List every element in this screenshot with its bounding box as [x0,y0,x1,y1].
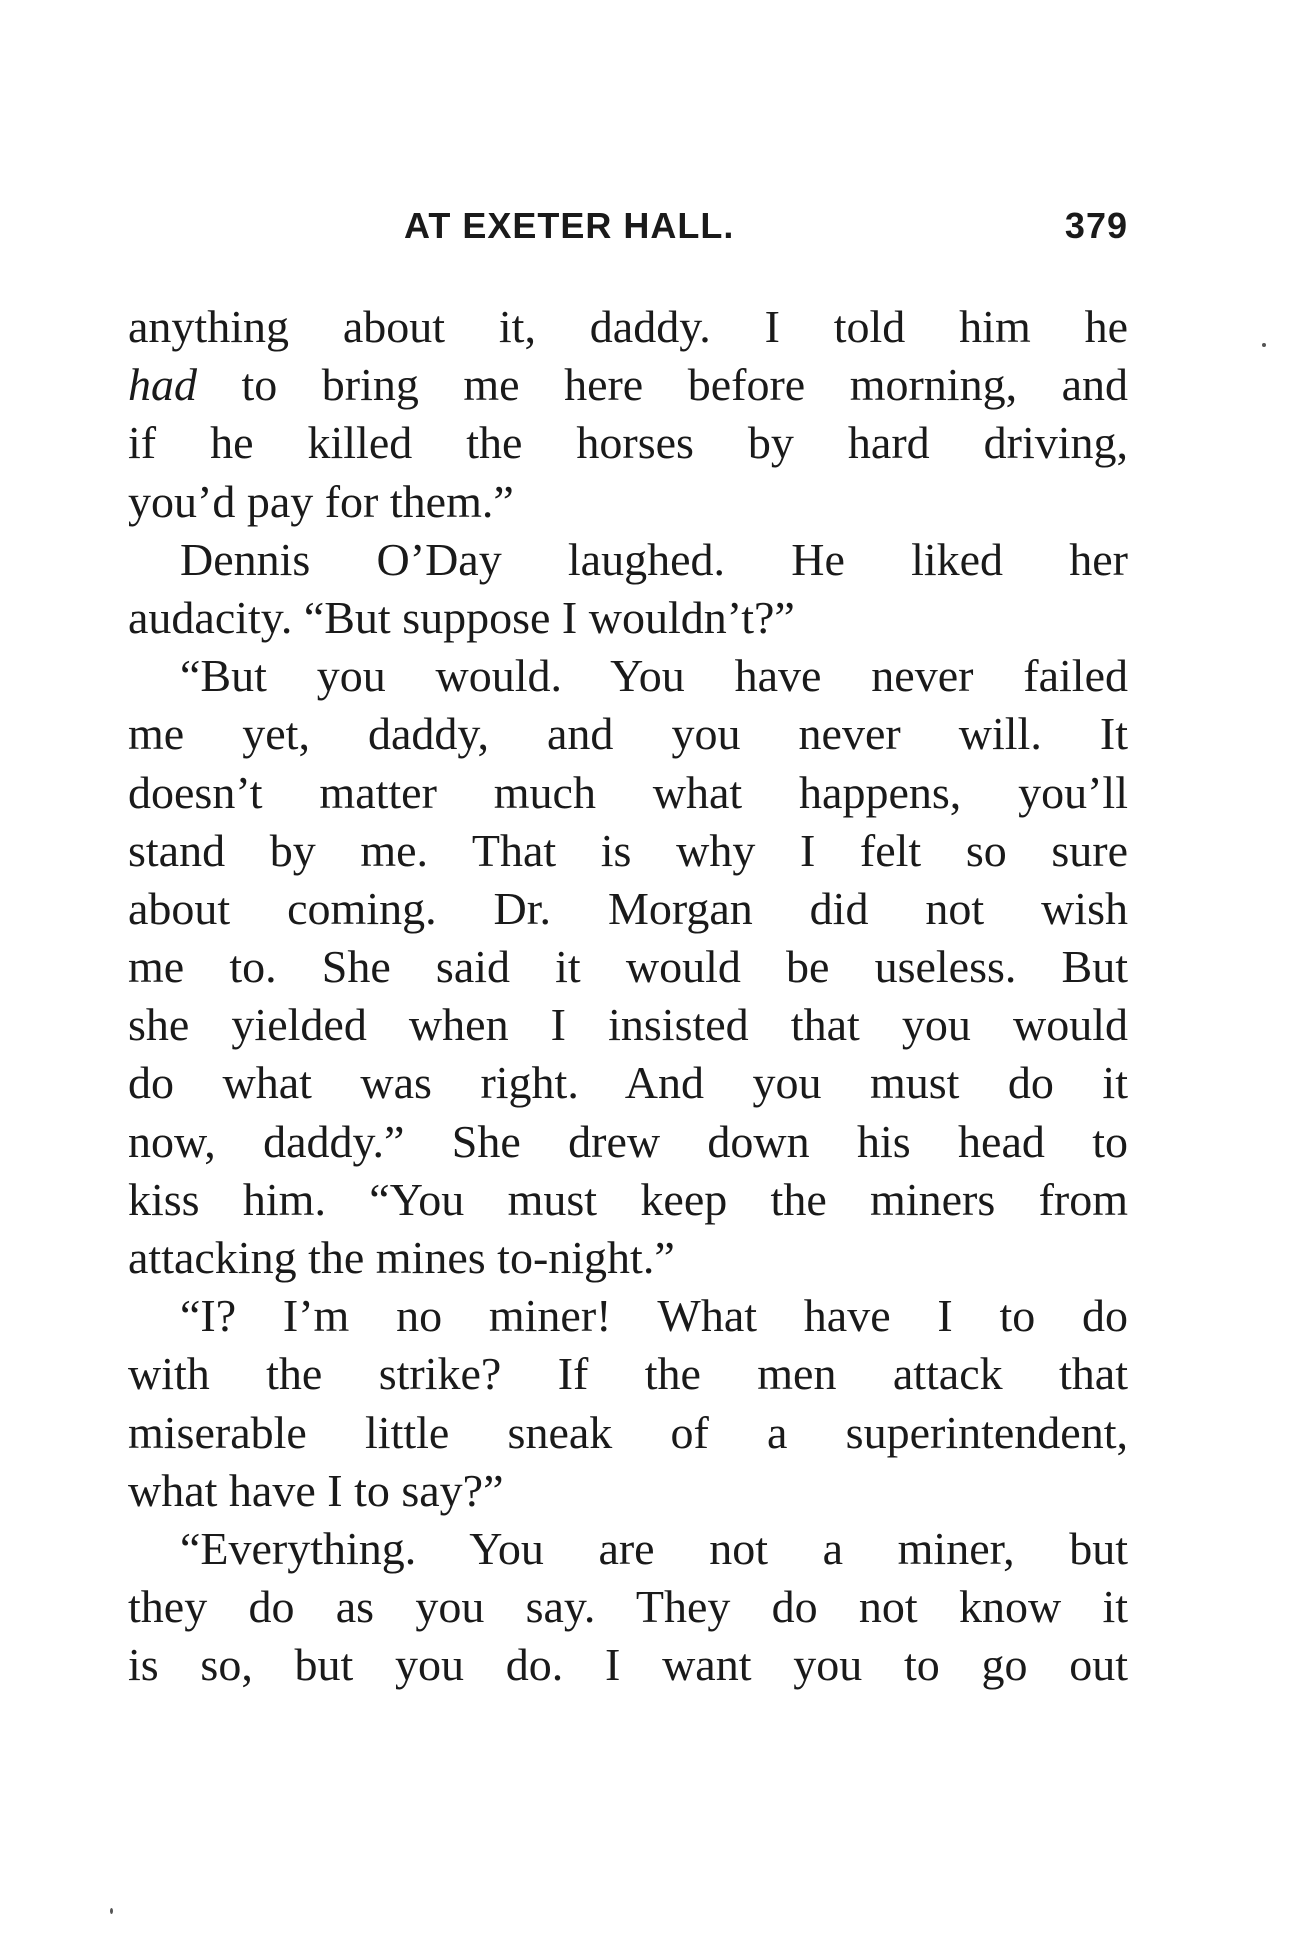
text-line: doesn’t matter much what happens, you’ll [128,766,1128,818]
text-line: if he killed the horses by hard driving, [128,417,1128,469]
text-line: about coming. Dr. Morgan did not wish [128,882,1128,934]
text-line: audacity. “But suppose I wouldn’t?” [128,591,795,643]
page-number: 379 [1064,205,1128,246]
text-line: “Everything. You are not a miner, but [180,1522,1128,1574]
text-line: “I? I’m no miner! What have I to do [180,1290,1128,1342]
text-line: with the strike? If the men attack that [128,1348,1128,1400]
text-line: me yet, daddy, and you never will. It [128,708,1128,760]
text-line: “But you would. You have never failed [180,650,1128,702]
text-line: attacking the mines to-night.” [128,1232,675,1283]
print-speck [1262,343,1266,347]
running-head [128,205,1128,255]
body-text [128,298,1128,1695]
running-title: AT EXETER HALL. [404,205,735,246]
text-line: Dennis O’Day laughed. He liked her [180,533,1128,585]
italic-word: had [128,359,197,411]
text-line: now, daddy.” She drew down his head to [128,1115,1128,1167]
text-line [128,356,1128,414]
text-line: kiss him. “You must keep the miners from [128,1173,1128,1225]
text-line: do what was right. And you must do it [128,1057,1128,1109]
text-line: they do as you say. They do not know it [128,1581,1128,1633]
text-line: she yielded when I insisted that you would [128,999,1128,1051]
text-line: you’d pay for them.” [128,475,514,527]
text-segment: to bring me here before morning, and [197,359,1128,411]
text-line: miserable little sneak of a superintendent, [128,1406,1128,1458]
text-line: anything about it, daddy. I told him he [128,301,1128,352]
print-speck [110,1908,113,1914]
text-line: what have I to say?” [128,1464,504,1516]
text-line: me to. She said it would be useless. But [128,941,1128,993]
text-line: stand by me. That is why I felt so sure [128,824,1128,876]
text-line: is so, but you do. I want you to go out [128,1639,1128,1691]
